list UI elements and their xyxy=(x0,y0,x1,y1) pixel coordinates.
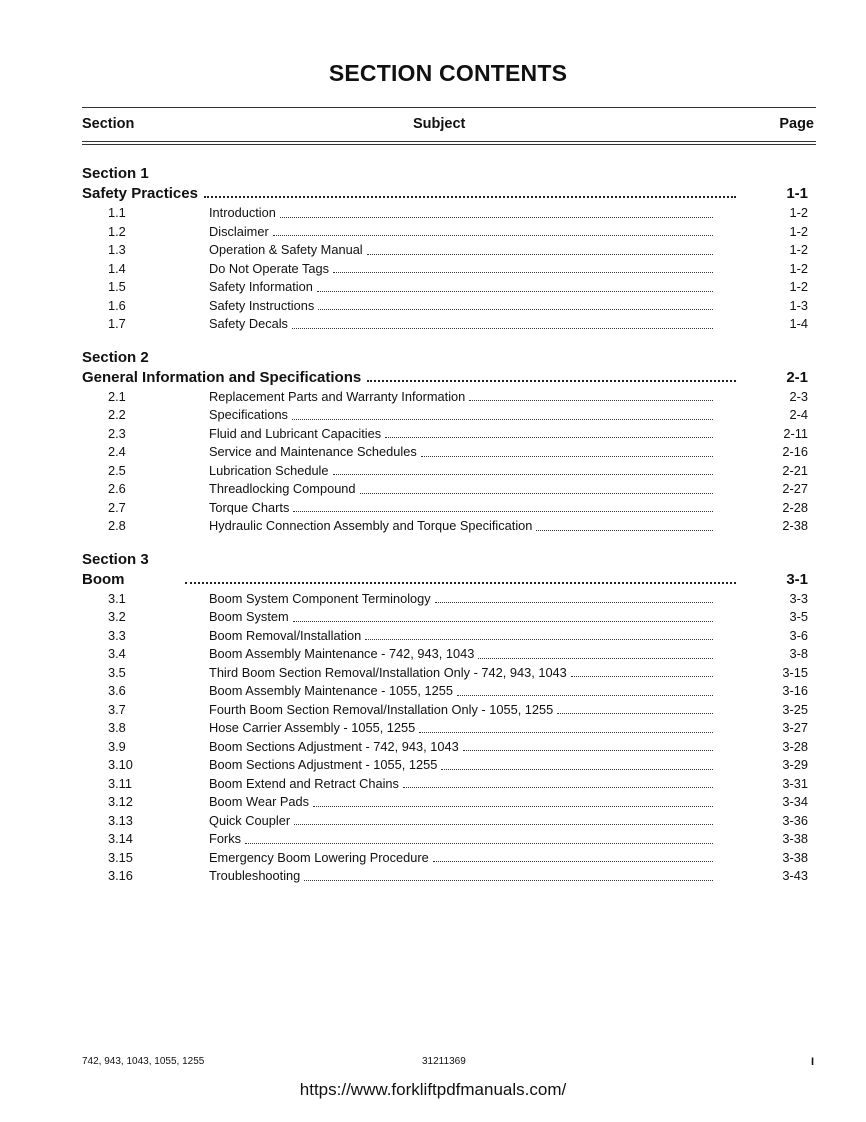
section-title: General Information and Specifications xyxy=(82,368,362,386)
entry-title: Boom Wear Pads xyxy=(209,794,310,809)
entry-title: Do Not Operate Tags xyxy=(209,260,329,276)
footer-models: 742, 943, 1043, 1055, 1255 xyxy=(82,1056,205,1067)
entry-page: 3-6 xyxy=(789,627,808,643)
section-title: Boom xyxy=(82,570,125,588)
source-url-link[interactable]: https://www.forkliftpdfmanuals.com/ xyxy=(299,1080,567,1099)
toc-entry[interactable] xyxy=(82,590,808,609)
entry-title: Hose Carrier Assembly - 1055, 1255 xyxy=(209,720,416,735)
column-header-section: Section xyxy=(82,116,135,132)
entry-number: 2.4 xyxy=(108,444,126,459)
entry-number: 2.5 xyxy=(108,462,126,478)
toc-entry[interactable] xyxy=(82,315,808,334)
dot-leader xyxy=(333,272,713,273)
section-title-row[interactable] xyxy=(82,570,808,590)
header-bottom-rule-1 xyxy=(82,141,816,142)
entry-title: Hydraulic Connection Assembly and Torque Specification xyxy=(209,518,533,533)
entry-number: 3.13 xyxy=(108,812,133,828)
dot-leader xyxy=(293,621,713,622)
entry-page: 3-5 xyxy=(789,609,808,624)
dot-leader xyxy=(403,787,713,788)
entry-page: 3-28 xyxy=(782,738,808,754)
entry-title: Forks xyxy=(209,831,241,846)
entry-number: 2.6 xyxy=(108,481,126,496)
entry-number: 3.3 xyxy=(108,627,126,643)
entry-page: 3-15 xyxy=(782,664,808,680)
toc-entry[interactable] xyxy=(82,682,808,701)
section-title-row[interactable] xyxy=(82,368,808,388)
dot-leader xyxy=(433,861,713,862)
entry-title: Safety Instructions xyxy=(209,297,315,313)
entry-number: 2.3 xyxy=(108,425,126,441)
toc-entry[interactable] xyxy=(82,812,808,831)
toc-entry[interactable] xyxy=(82,867,808,886)
entry-number: 1.4 xyxy=(108,260,126,276)
footer-page-number: I xyxy=(810,1056,814,1068)
toc-entry[interactable] xyxy=(82,278,808,297)
entry-title: Third Boom Section Removal/Installation Only - 742, 943, 1043 xyxy=(209,664,567,680)
entry-page: 3-38 xyxy=(782,831,808,846)
dot-leader xyxy=(571,676,713,677)
entry-title: Disclaimer xyxy=(209,223,269,239)
entry-title: Boom Extend and Retract Chains xyxy=(209,775,399,791)
toc-entry[interactable] xyxy=(82,627,808,646)
dot-leader xyxy=(457,695,713,696)
toc-entry[interactable] xyxy=(82,462,808,481)
entry-page: 2-11 xyxy=(783,425,808,441)
toc-entry[interactable] xyxy=(82,517,808,536)
entry-number: 1.2 xyxy=(108,223,126,239)
entry-number: 2.1 xyxy=(108,388,126,404)
entry-title: Operation & Safety Manual xyxy=(209,242,363,257)
toc-section-1 xyxy=(82,164,808,334)
entry-page: 2-3 xyxy=(789,388,808,404)
entry-number: 1.5 xyxy=(108,279,126,294)
toc-entry[interactable] xyxy=(82,701,808,720)
section-page: 2-1 xyxy=(786,368,808,386)
entry-page: 1-2 xyxy=(789,223,808,239)
entry-number: 2.2 xyxy=(108,407,126,422)
entry-title: Service and Maintenance Schedules xyxy=(209,444,417,459)
entry-title: Boom System xyxy=(209,609,289,624)
entry-number: 3.15 xyxy=(108,849,133,865)
entry-title: Safety Information xyxy=(209,279,313,294)
toc-entry[interactable] xyxy=(82,223,808,242)
dot-leader xyxy=(463,750,713,751)
dot-leader xyxy=(536,530,713,531)
dot-leader xyxy=(421,456,713,457)
dot-leader xyxy=(317,291,713,292)
dot-leader xyxy=(304,880,713,881)
entry-number: 3.6 xyxy=(108,683,126,698)
toc-entry[interactable] xyxy=(82,756,808,775)
entry-number: 3.2 xyxy=(108,609,126,624)
dot-leader xyxy=(367,254,713,255)
dot-leader xyxy=(204,196,736,198)
dot-leader xyxy=(185,582,737,584)
toc-entry[interactable] xyxy=(82,388,808,407)
table-of-contents xyxy=(82,164,808,900)
entry-page: 3-29 xyxy=(782,757,808,772)
header-bottom-rule-2 xyxy=(82,144,816,145)
entry-page: 3-16 xyxy=(782,683,808,698)
dot-leader xyxy=(333,474,713,475)
entry-page: 3-43 xyxy=(782,868,808,883)
dot-leader xyxy=(419,732,713,733)
dot-leader xyxy=(469,400,713,401)
entry-page: 1-2 xyxy=(789,242,808,257)
toc-entry[interactable] xyxy=(82,738,808,757)
dot-leader xyxy=(292,328,713,329)
entry-page: 1-2 xyxy=(789,205,808,220)
header-top-rule xyxy=(82,107,816,108)
entry-page: 1-2 xyxy=(789,279,808,294)
toc-entry[interactable] xyxy=(82,775,808,794)
entry-title: Emergency Boom Lowering Procedure xyxy=(209,849,429,865)
entry-title: Lubrication Schedule xyxy=(209,462,329,478)
entry-title: Fourth Boom Section Removal/Installation Only - 1055, 1255 xyxy=(209,701,554,717)
entry-page: 3-38 xyxy=(782,849,808,865)
entry-title: Boom Sections Adjustment - 1055, 1255 xyxy=(209,757,438,772)
entry-title: Boom Assembly Maintenance - 742, 943, 1043 xyxy=(209,646,475,661)
entry-number: 3.14 xyxy=(108,831,133,846)
section-label: Section 1 xyxy=(82,165,149,182)
dot-leader xyxy=(557,713,713,714)
dot-leader xyxy=(313,806,713,807)
entry-page: 3-8 xyxy=(789,646,808,661)
entry-number: 3.9 xyxy=(108,738,126,754)
toc-entry[interactable] xyxy=(82,241,808,260)
dot-leader xyxy=(367,380,736,382)
entry-title: Boom Assembly Maintenance - 1055, 1255 xyxy=(209,683,453,698)
entry-page: 3-31 xyxy=(782,775,808,791)
entry-page: 2-38 xyxy=(782,518,808,533)
column-header-subject: Subject xyxy=(413,116,466,132)
entry-page: 2-27 xyxy=(782,481,808,496)
entry-title: Fluid and Lubricant Capacities xyxy=(209,425,382,441)
entry-number: 3.16 xyxy=(108,868,133,883)
entry-page: 2-21 xyxy=(782,462,808,478)
entry-title: Replacement Parts and Warranty Information xyxy=(209,388,466,404)
entry-number: 3.8 xyxy=(108,720,126,735)
entry-page: 3-3 xyxy=(789,590,808,606)
entry-page: 3-27 xyxy=(782,720,808,735)
toc-entry[interactable] xyxy=(82,793,808,812)
entry-page: 2-16 xyxy=(782,444,808,459)
toc-entry[interactable] xyxy=(82,204,808,223)
entry-title: Threadlocking Compound xyxy=(209,481,356,496)
section-label: Section 2 xyxy=(82,348,149,366)
dot-leader xyxy=(294,824,713,825)
toc-entry[interactable] xyxy=(82,849,808,868)
entry-title: Boom Removal/Installation xyxy=(209,627,362,643)
entry-number: 3.5 xyxy=(108,664,126,680)
toc-entry[interactable] xyxy=(82,406,808,425)
entry-number: 3.4 xyxy=(108,646,126,661)
entry-page: 2-4 xyxy=(789,407,808,422)
entry-title: Boom Sections Adjustment - 742, 943, 1043 xyxy=(209,738,459,754)
entry-number: 1.3 xyxy=(108,242,126,257)
entry-number: 3.10 xyxy=(108,757,133,772)
entry-title: Boom System Component Terminology xyxy=(209,590,431,606)
entry-title: Troubleshooting xyxy=(209,868,301,883)
dot-leader xyxy=(280,217,713,218)
column-header-page: Page xyxy=(779,116,814,132)
entry-page: 3-25 xyxy=(782,701,808,717)
toc-entry[interactable] xyxy=(82,480,808,499)
section-title-row[interactable] xyxy=(82,184,808,204)
toc-entry[interactable] xyxy=(82,499,808,518)
toc-entry[interactable] xyxy=(82,608,808,627)
entry-number: 3.12 xyxy=(108,794,133,809)
entry-title: Torque Charts xyxy=(209,499,290,515)
page-title: SECTION CONTENTS xyxy=(328,60,568,86)
entry-title: Quick Coupler xyxy=(209,812,291,828)
dot-leader xyxy=(435,602,713,603)
entry-number: 3.11 xyxy=(108,775,132,791)
footer-doc-number: 31211369 xyxy=(422,1056,466,1067)
entry-number: 1.7 xyxy=(108,316,126,331)
dot-leader xyxy=(385,437,713,438)
entry-page: 3-34 xyxy=(782,794,808,809)
entry-page: 2-28 xyxy=(782,499,808,515)
toc-entry[interactable] xyxy=(82,719,808,738)
toc-section-2 xyxy=(82,348,808,536)
entry-page: 1-2 xyxy=(789,260,808,276)
entry-number: 2.7 xyxy=(108,499,126,515)
toc-entry[interactable] xyxy=(82,664,808,683)
section-page: 3-1 xyxy=(786,570,808,588)
dot-leader xyxy=(245,843,713,844)
toc-section-3 xyxy=(82,550,808,886)
entry-number: 1.1 xyxy=(108,205,126,220)
dot-leader xyxy=(273,235,713,236)
dot-leader xyxy=(360,493,713,494)
entry-title: Introduction xyxy=(209,205,276,220)
entry-number: 3.7 xyxy=(108,701,126,717)
dot-leader xyxy=(292,419,713,420)
toc-entry[interactable] xyxy=(82,830,808,849)
dot-leader xyxy=(293,511,713,512)
entry-page: 3-36 xyxy=(782,812,808,828)
section-page: 1-1 xyxy=(786,185,808,202)
toc-entry[interactable] xyxy=(82,425,808,444)
dot-leader xyxy=(365,639,713,640)
entry-title: Safety Decals xyxy=(209,316,288,331)
entry-number: 1.6 xyxy=(108,297,126,313)
dot-leader xyxy=(478,658,713,659)
entry-number: 2.8 xyxy=(108,518,126,533)
dot-leader xyxy=(441,769,713,770)
entry-number: 3.1 xyxy=(108,590,126,606)
toc-entry[interactable] xyxy=(82,443,808,462)
toc-entry[interactable] xyxy=(82,297,808,316)
section-label: Section 3 xyxy=(82,550,149,568)
toc-entry[interactable] xyxy=(82,260,808,279)
entry-page: 1-4 xyxy=(789,316,808,331)
entry-page: 1-3 xyxy=(789,297,808,313)
dot-leader xyxy=(318,309,713,310)
section-title: Safety Practices xyxy=(82,185,198,202)
entry-title: Specifications xyxy=(209,407,288,422)
toc-entry[interactable] xyxy=(82,645,808,664)
